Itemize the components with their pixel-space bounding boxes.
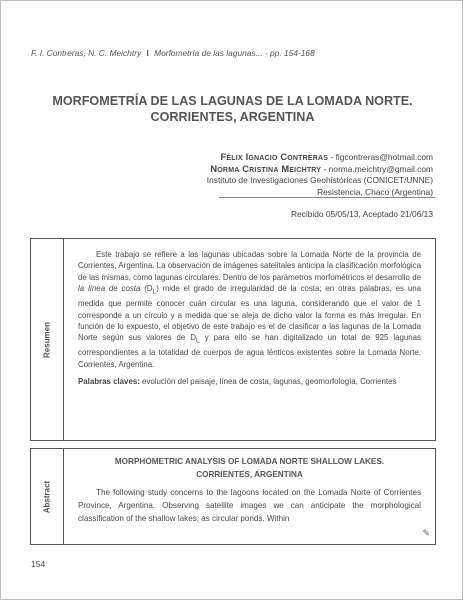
running-head-title: Morfometría de las lagunas... - pp. 154-168 <box>154 48 315 58</box>
keywords-label: Palabras claves: <box>78 377 140 387</box>
affiliation-location: Resistencia, Chaco (Argentina) <box>317 186 433 197</box>
running-head-separator: I <box>146 48 149 58</box>
resumen-paragraph <box>78 249 421 370</box>
resumen-subscript-2: L <box>196 338 200 345</box>
keywords-text: evolución del paisaje, línea de costa, lagunas, geomorfología, Corrientes <box>139 377 397 387</box>
author-1-name: Félix Ignacio Contreras <box>220 152 329 162</box>
author-2-name: Norma Cristina Meichtry <box>210 163 322 174</box>
article-title-line-1: MORFOMETRÍA DE LAS LAGUNAS DE LA LOMADA NORTE. <box>52 94 413 108</box>
resumen-body <box>78 249 421 388</box>
resumen-text-d: y para ello se han digitalizado un total de 925 lagunas correspondientes a la totalidad de cuerpos de agua lénticos existentes sobre la Lomada Norte. Corrientes, Argentina. <box>78 333 422 369</box>
resumen-subscript-1: L <box>152 288 157 296</box>
abstract-label: Abstract <box>42 480 52 513</box>
resumen-keywords <box>78 376 421 387</box>
divider-rule <box>219 197 435 198</box>
author-1-sep: - <box>328 152 336 162</box>
author-block <box>53 152 433 198</box>
abstract-label-cell <box>31 449 64 544</box>
resumen-text-c: ) mide el grado de irregularidad de la costa; en otras palabras, es una medida que permite conocer cuán circular es una laguna, considerando que el valor de 1 corresponde a un círculo y a medida que se aleja de dicho valor la forma es más irregular. En función de lo expuesto, el objetivo de este trabajo es el de clasificar a las lagunas de la Lomada Norte según sus valores de D <box>78 284 421 343</box>
page-number: 154 <box>31 559 46 569</box>
pencil-icon: ✎ <box>422 528 430 538</box>
resumen-box <box>30 238 436 441</box>
author-1 <box>53 152 433 164</box>
resumen-text-italic: la línea de costa <box>78 284 141 294</box>
resumen-label-cell <box>31 239 64 440</box>
article-title <box>21 93 444 125</box>
author-2 <box>53 164 433 176</box>
abstract-title-line-1: MORPHOMETRIC ANALYSIS OF LOMADA NORTE SHALLOW LAKES. <box>114 457 385 466</box>
affiliation-institute: Instituto de Investigaciones Geohistóricas (CONICET/UNNE) <box>206 175 433 185</box>
running-head-authors: F. I. Contreras, N. C. Meichtry <box>31 48 142 58</box>
author-2-email[interactable]: norma.meichtry@gmail.com <box>328 163 433 174</box>
abstract-body <box>78 455 421 525</box>
received-date: Recibido 05/05/13, Aceptado 21/06/13 <box>290 209 433 219</box>
abstract-title <box>78 455 421 481</box>
article-title-line-2: CORRIENTES, ARGENTINA <box>150 110 315 124</box>
author-2-sep: - <box>321 163 329 174</box>
abstract-title-line-2: CORRIENTES, ARGENTINA <box>196 470 303 479</box>
abstract-paragraph: The following study concerns to the lagoons located on the Lomada Norte of Corrientes Province, Argentina. Observing satellite images we can anticipate the morphological classification of the shallow lakes, as circular ponds. Within <box>78 488 421 523</box>
running-head <box>31 48 441 58</box>
resumen-text-a: Este trabajo se refiere a las lagunas ubicadas sobre la Lomada Norte de la provincia de Corrientes, Argentina. La observación de imágenes satelitales anticipa la clasificación morfológica de las mismas, como lagunas circulares. Dentro de los parámetros morfométricos el desarrollo de <box>78 250 421 282</box>
resumen-label: Resumen <box>42 321 52 358</box>
author-1-email[interactable]: figcontreras@hotmail.com <box>335 152 433 162</box>
resumen-text-b: (D <box>140 284 153 294</box>
abstract-box <box>30 448 436 545</box>
